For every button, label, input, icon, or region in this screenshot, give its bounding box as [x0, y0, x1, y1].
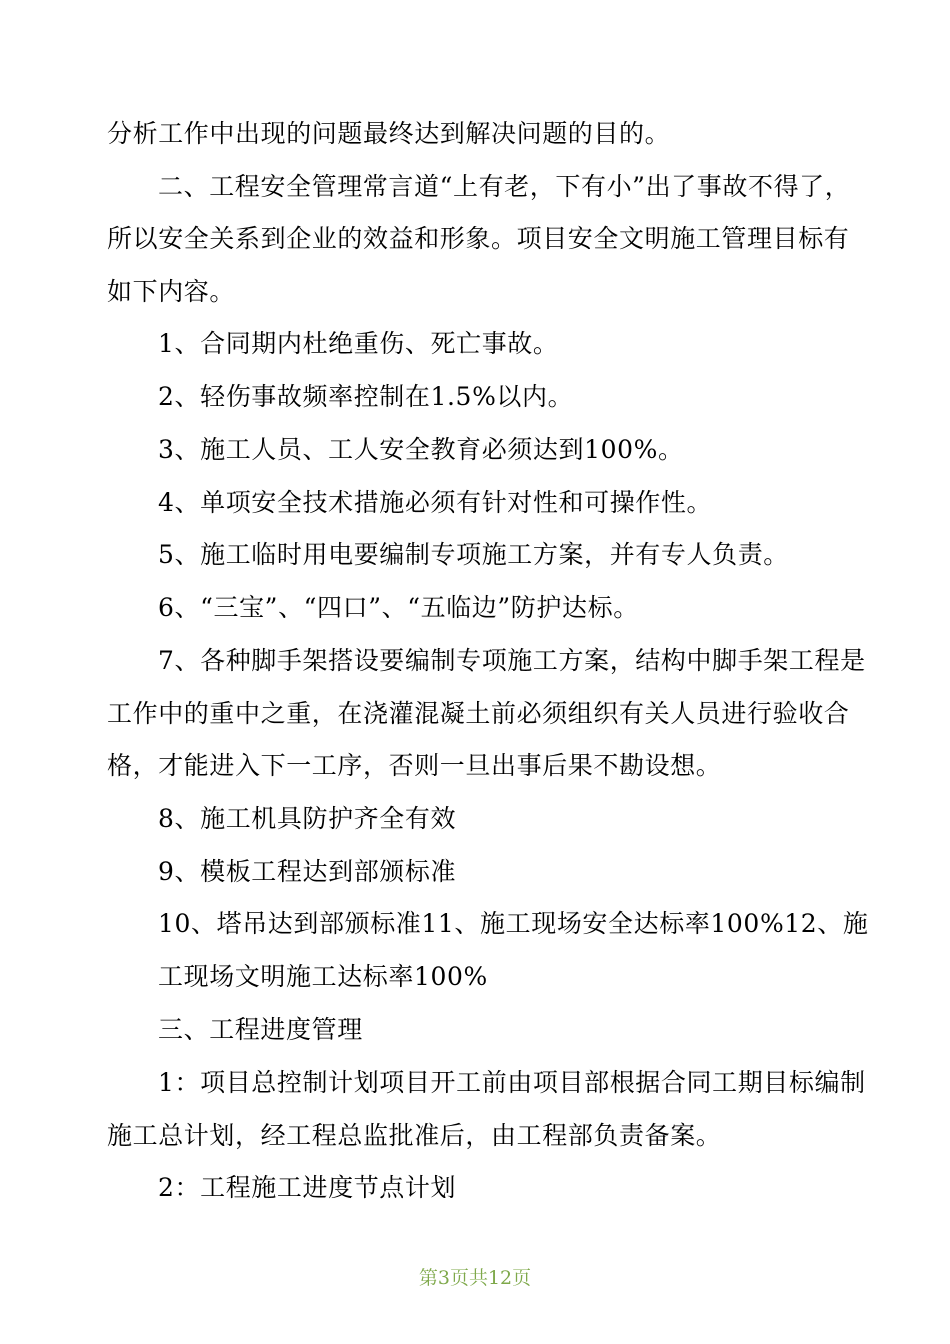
paragraph-line: 如下内容。	[107, 277, 236, 306]
paragraph-line: 所以安全关系到企业的效益和形象。项目安全文明施工管理目标有	[107, 224, 850, 253]
paragraph-line: 分析工作中出现的问题最终达到解决问题的目的。	[107, 119, 671, 148]
list-item: 6、“三宝”、“四口”、“五临边”防护达标。	[158, 593, 639, 622]
paragraph-line: 格，才能进入下一工序，否则一旦出事后果不勘设想。	[107, 751, 722, 780]
list-item: 7、各种脚手架搭设要编制专项施工方案，结构中脚手架工程是	[158, 646, 866, 675]
list-item: 8、施工机具防护齐全有效	[158, 804, 457, 833]
list-item: 2：工程施工进度节点计划	[158, 1173, 457, 1202]
paragraph-line: 施工总计划，经工程总监批准后，由工程部负责备案。	[107, 1121, 722, 1150]
list-item: 4、单项安全技术措施必须有针对性和可操作性。	[158, 488, 713, 517]
paragraph-line: 工现场文明施工达标率100%	[158, 962, 488, 991]
list-item: 3、施工人员、工人安全教育必须达到100%。	[158, 435, 684, 464]
list-item: 1、合同期内杜绝重伤、死亡事故。	[158, 329, 559, 358]
page-number-footer: 第3页共12页	[418, 1267, 532, 1289]
section-heading-progress: 三、工程进度管理	[158, 1015, 363, 1044]
section-heading-safety: 二、工程安全管理常言道“上有老，下有小”出了事故不得了，	[158, 172, 851, 201]
list-item: 1：项目总控制计划项目开工前由项目部根据合同工期目标编制	[158, 1068, 866, 1097]
list-item: 10、塔吊达到部颁标准11、施工现场安全达标率100%12、施	[158, 909, 869, 938]
paragraph-line: 工作中的重中之重，在浇灌混凝土前必须组织有关人员进行验收合	[107, 699, 850, 728]
list-item: 9、模板工程达到部颁标准	[158, 857, 457, 886]
list-item: 2、轻伤事故频率控制在1.5%以内。	[158, 382, 574, 411]
list-item: 5、施工临时用电要编制专项施工方案，并有专人负责。	[158, 540, 789, 569]
